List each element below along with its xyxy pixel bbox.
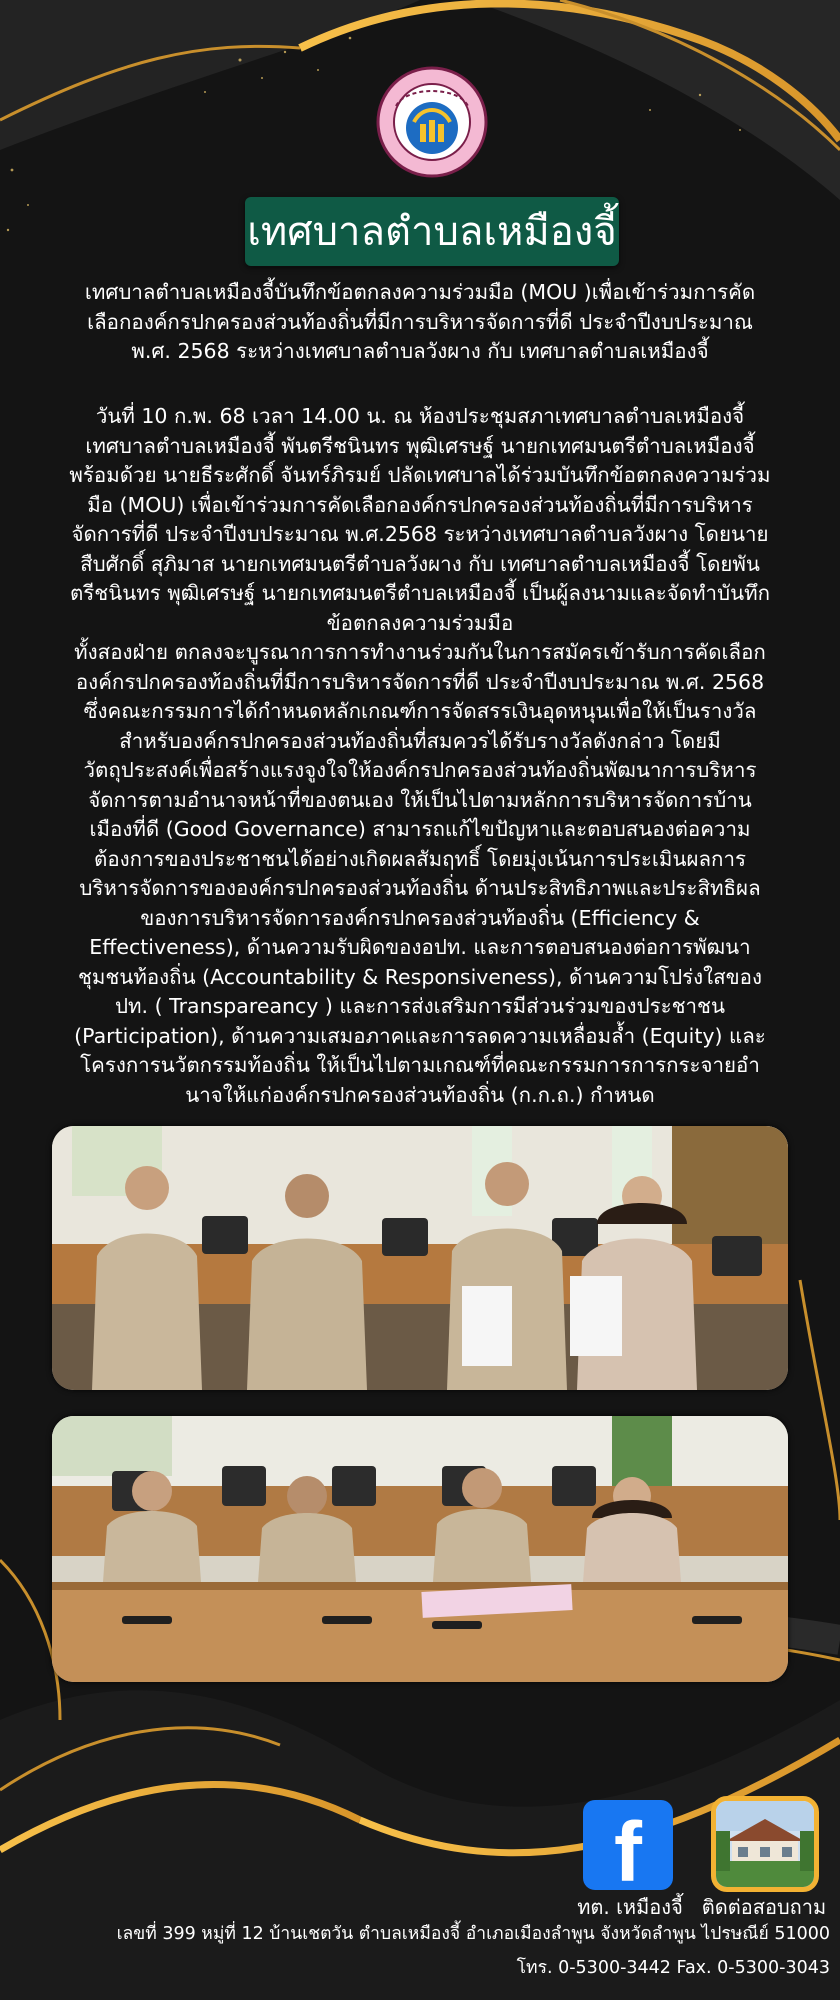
contact-label: ติดต่อสอบถาม [701,1895,827,1919]
contact-thumbnail[interactable] [711,1796,819,1892]
facebook-button[interactable] [583,1800,673,1899]
group-photo-signing-icon [52,1416,788,1682]
facebook-icon: f [614,1805,642,1899]
body-paragraph-2: ทั้งสองฝ่าย ตกลงจะบูรณาการการทำงานร่วมกันในการสมัครเข้ารับการคัดเลือกองค์กรปกครองท้องถิ่นที่มีการบริหารจัดการที่ดี ประจำปีงบประมาณ พ.ศ. 2568 ซึ่งคณะกรรมการได้กำหนดหลักเกณฑ์การจัดสรรเงินอุดหนุนเพื่อให้เป็นรางวัลสำหรับองค์กรปกครองส่วนท้องถิ่นที่สมควรได้รับรางวัลดังกล่าว โดยมีวัตถุประสงค์เพื่อสร้างแรงจูงใจให้องค์กรปกครองส่วนท้องถิ่นพัฒนาการบริหารจัดการตามอำนาจหน้าที่ของตนเอง ให้เป็นไปตามหลักการบริหารจัดการบ้านเมืองที่ดี (Good Governance) สามารถแก้ไขปัญหาและตอบสนองต่อความต้องการของประชาชนได้อย่างเกิดผลสัมฤทธิ์ โดยมุ่งเน้นการประเมินผลการบริหารจัดการขององค์กรปกครองส่วนท้องถิ่น ด้านประสิทธิภาพและประสิทธิผลของการบริหารจัดการองค์กรปกครองส่วนท้องถิ่น (Efficiency & Effectiveness), ด้านความรับผิดของอปท. และการตอบสนองต่อการพัฒนาชุมชนท้องถิ่น (Accountability & Responsiveness), ด้านความโปร่งใสของปท. ( Transpareancy ) และการส่งเสริมการมีส่วนร่วมของประชาชน (Participation), ด้านความเสมอภาคและการลดความเหลื่อมล้ำ (Equity) และโครงการนวัตกรรมท้องถิ่น ให้เป็นไปตามเกณฑ์ที่คณะกรรมการการกระจายอำนาจให้แก่องค์กรปกครองส่วนท้องถิ่น (ก.ก.ถ.) กำหนด [74,640,766,1107]
municipality-seal-icon [376,66,488,178]
group-photo-standing-icon [52,1126,788,1390]
photo-mou-signing [52,1416,788,1682]
facebook-label: ทต. เหมืองจี้ [577,1895,683,1919]
footer-phone: โทร. 0-5300-3442 Fax. 0-5300-3043 [516,1958,830,1978]
photo-mou-group [52,1126,788,1390]
footer-address: เลขที่ 399 หมู่ที่ 12 บ้านเชตวัน ตำบลเหมืองจี้ อำเภอเมืองลำพูน จังหวัดลำพูน ไปรษณีย์ 51000 [116,1924,830,1944]
page-title-text: เทศบาลตำบลเหมืองจี้ [247,208,617,255]
news-headline: เทศบาลตำบลเหมืองจี้บันทึกข้อตกลงความร่วมมือ (MOU )เพื่อเข้าร่วมการคัดเลือกองค์กรปกครองส่วนท้องถิ่นที่มีการบริหารจัดการที่ดี ประจำปีงบประมาณ พ.ศ. 2568 ระหว่างเทศบาลตำบลวังผาง กับ เทศบาลตำบลเหมืองจี้ [84,280,756,363]
building-photo-icon [716,1801,814,1887]
municipality-logo [376,66,488,178]
page-title [245,197,619,266]
news-body [68,402,772,1110]
body-paragraph-1: วันที่ 10 ก.พ. 68 เวลา 14.00 น. ณ ห้องประชุมสภาเทศบาลตำบลเหมืองจี้ เทศบาลตำบลเหมืองจี้ พันตรีชนินทร พุฒิเศรษฐ์ นายกเทศมนตรีตำบลเหมืองจี้ พร้อมด้วย นายธีระศักดิ์ จันทร์ภิรมย์ ปลัดเทศบาลได้ร่วมบันทึกข้อตกลงความร่วมมือ (MOU) เพื่อเข้าร่วมการคัดเลือกองค์กรปกครองส่วนท้องถิ่นที่มีการบริหารจัดการที่ดี ประจำปีงบประมาณ พ.ศ.2568 ระหว่างเทศบาลตำบลวังผาง โดยนายสืบศักดิ์ สุภิมาส นายกเทศมนตรีตำบลวังผาง กับ เทศบาลตำบลเหมืองจี้ โดยพันตรีชนินทร พุฒิเศรษฐ์ นายกเทศมนตรีตำบลเหมืองจี้ เป็นผู้ลงนามและจัดทำบันทึกข้อตกลงความร่วมมือ [69,404,771,635]
